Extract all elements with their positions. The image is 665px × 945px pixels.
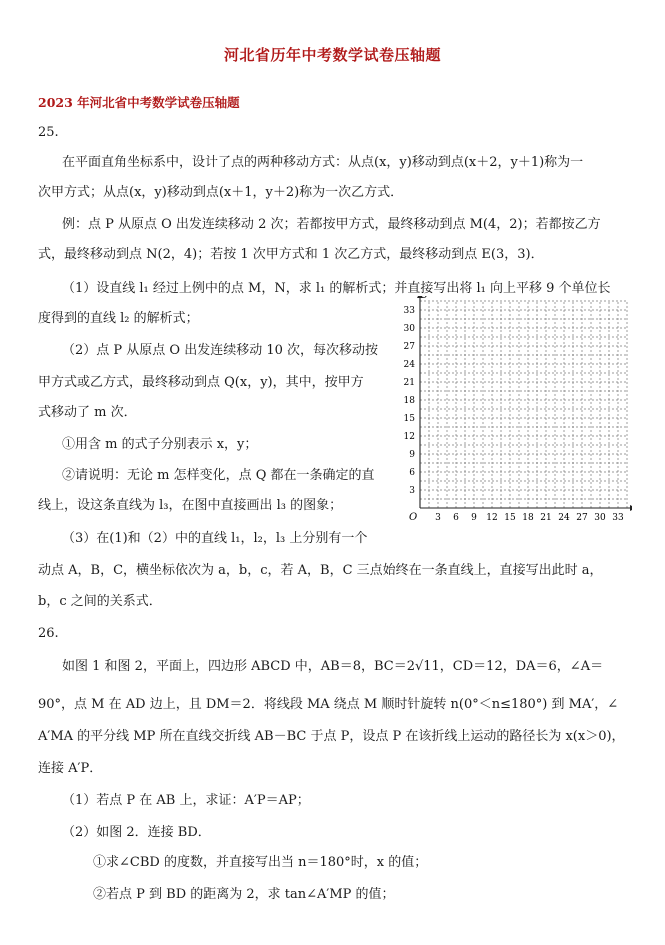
q26-part2-item2: ②若点 P 到 BD 的距离为 2，求 tan∠A′MP 的值； [93,887,395,902]
q26-number: 26. [38,626,59,641]
y-tick-label: 27 [403,342,415,352]
q25-part1-line: 度得到的直线 l₂ 的解析式； [38,311,199,326]
q26-text-line: 如图 1 和图 2，平面上，四边形 ABCD 中，AB＝8，BC＝2√11，CD＝12，DA＝6，∠A＝ [62,659,604,674]
q25-part2-item2: ②请说明：无论 m 怎样变化，点 Q 都在一条确定的直 [62,468,375,483]
x-tick-label: 15 [504,513,516,523]
x-tick-label: 3 [435,513,441,523]
x-tick-label: 6 [453,513,459,523]
q26-part2-item1: ①求∠CBD 的度数，并直接写出当 n＝180°时，x 的值； [93,855,428,870]
y-tick-label: 33 [403,306,415,316]
y-tick-label: 12 [403,432,415,442]
y-tick-label: 9 [409,450,415,460]
y-axis-label [422,296,429,299]
y-tick-label: 30 [403,324,415,334]
origin-label: O [409,512,418,523]
q25-text-line: 式，最终移动到点 N(2，4)；若按 1 次甲方式和 1 次乙方式，最终移动到点 E(3，3)． [38,247,544,262]
q25-part3-line: （3）在(1)和（2）中的直线 l₁，l₂，l₃ 上分别有一个 [62,531,368,546]
document-title: 河北省历年中考数学试卷压轴题 [223,46,441,64]
q25-text-line: 例：点 P 从原点 O 出发连续移动 2 次；若都按甲方式，最终移动到点 M(4，2)；若都按乙方 [62,217,601,232]
x-tick-label: 21 [540,513,552,523]
section-heading: 2023 年河北省中考数学试卷压轴题 [38,95,240,110]
q26-text-line: 90°，点 M 在 AD 边上，且 DM＝2．将线段 MA 绕点 M 顺时针旋转 n(0°＜n≤180°) 到 MA′，∠ [38,697,619,712]
coordinate-grid-figure [392,296,632,528]
q25-text-line: 次甲方式；从点(x，y)移动到点(x＋1，y＋2)称为一次乙方式． [38,185,404,200]
q26-text-line: A′MA 的平分线 MP 所在直线交折线 AB－BC 于点 P，设点 P 在该折线上运动的路径长为 x(x＞0)， [38,729,625,744]
q26-part1: （1）若点 P 在 AB 上，求证：A′P＝AP； [62,793,310,808]
y-tick-label: 3 [409,486,415,496]
x-axis-arrow-icon [630,505,632,511]
q25-part1-line: （1）设直线 l₁ 经过上例中的点 M，N，求 l₁ 的解析式；并直接写出将 l₁ 向上平移 9 个单位长 [62,281,611,296]
x-tick-label: 9 [471,513,477,523]
q25-number: 25. [38,125,59,140]
y-tick-label: 6 [409,468,415,478]
q25-part2-line: 式移动了 m 次． [38,405,137,420]
q25-part2-item2: 线上，设这条直线为 l₃，在图中直接画出 l₃ 的图象； [38,498,343,513]
q26-text-line: 连接 A′P． [38,761,103,776]
x-tick-label: 12 [486,513,498,523]
q25-part3-line: 动点 A，B，C，横坐标依次为 a，b，c，若 A，B，C 三点始终在一条直线上，直接写出此时 a， [38,563,603,578]
y-tick-label: 15 [403,414,415,424]
coordinate-grid [392,296,632,528]
y-tick-label: 24 [403,360,415,370]
x-tick-label: 18 [522,513,534,523]
q26-part2: （2）如图 2．连接 BD． [62,825,211,840]
y-tick-label: 21 [403,378,415,388]
y-tick-label: 18 [403,396,415,406]
grid-lines [420,301,627,508]
q25-part2-line: 甲方式或乙方式，最终移动到点 Q(x，y)，其中，按甲方 [38,375,364,390]
x-tick-label: 33 [612,513,624,523]
q25-part2-line: （2）点 P 从原点 O 出发连续移动 10 次，每次移动按 [62,343,379,358]
q25-part2-item1: ①用含 m 的式子分别表示 x，y； [62,437,258,452]
x-tick-label: 24 [558,513,570,523]
q25-part3-line: b，c 之间的关系式． [38,594,162,609]
x-tick-label: 27 [576,513,588,523]
x-tick-label: 30 [594,513,606,523]
q25-text-line: 在平面直角坐标系中，设计了点的两种移动方式：从点(x，y)移动到点(x＋2，y＋1)称为一 [62,155,584,170]
